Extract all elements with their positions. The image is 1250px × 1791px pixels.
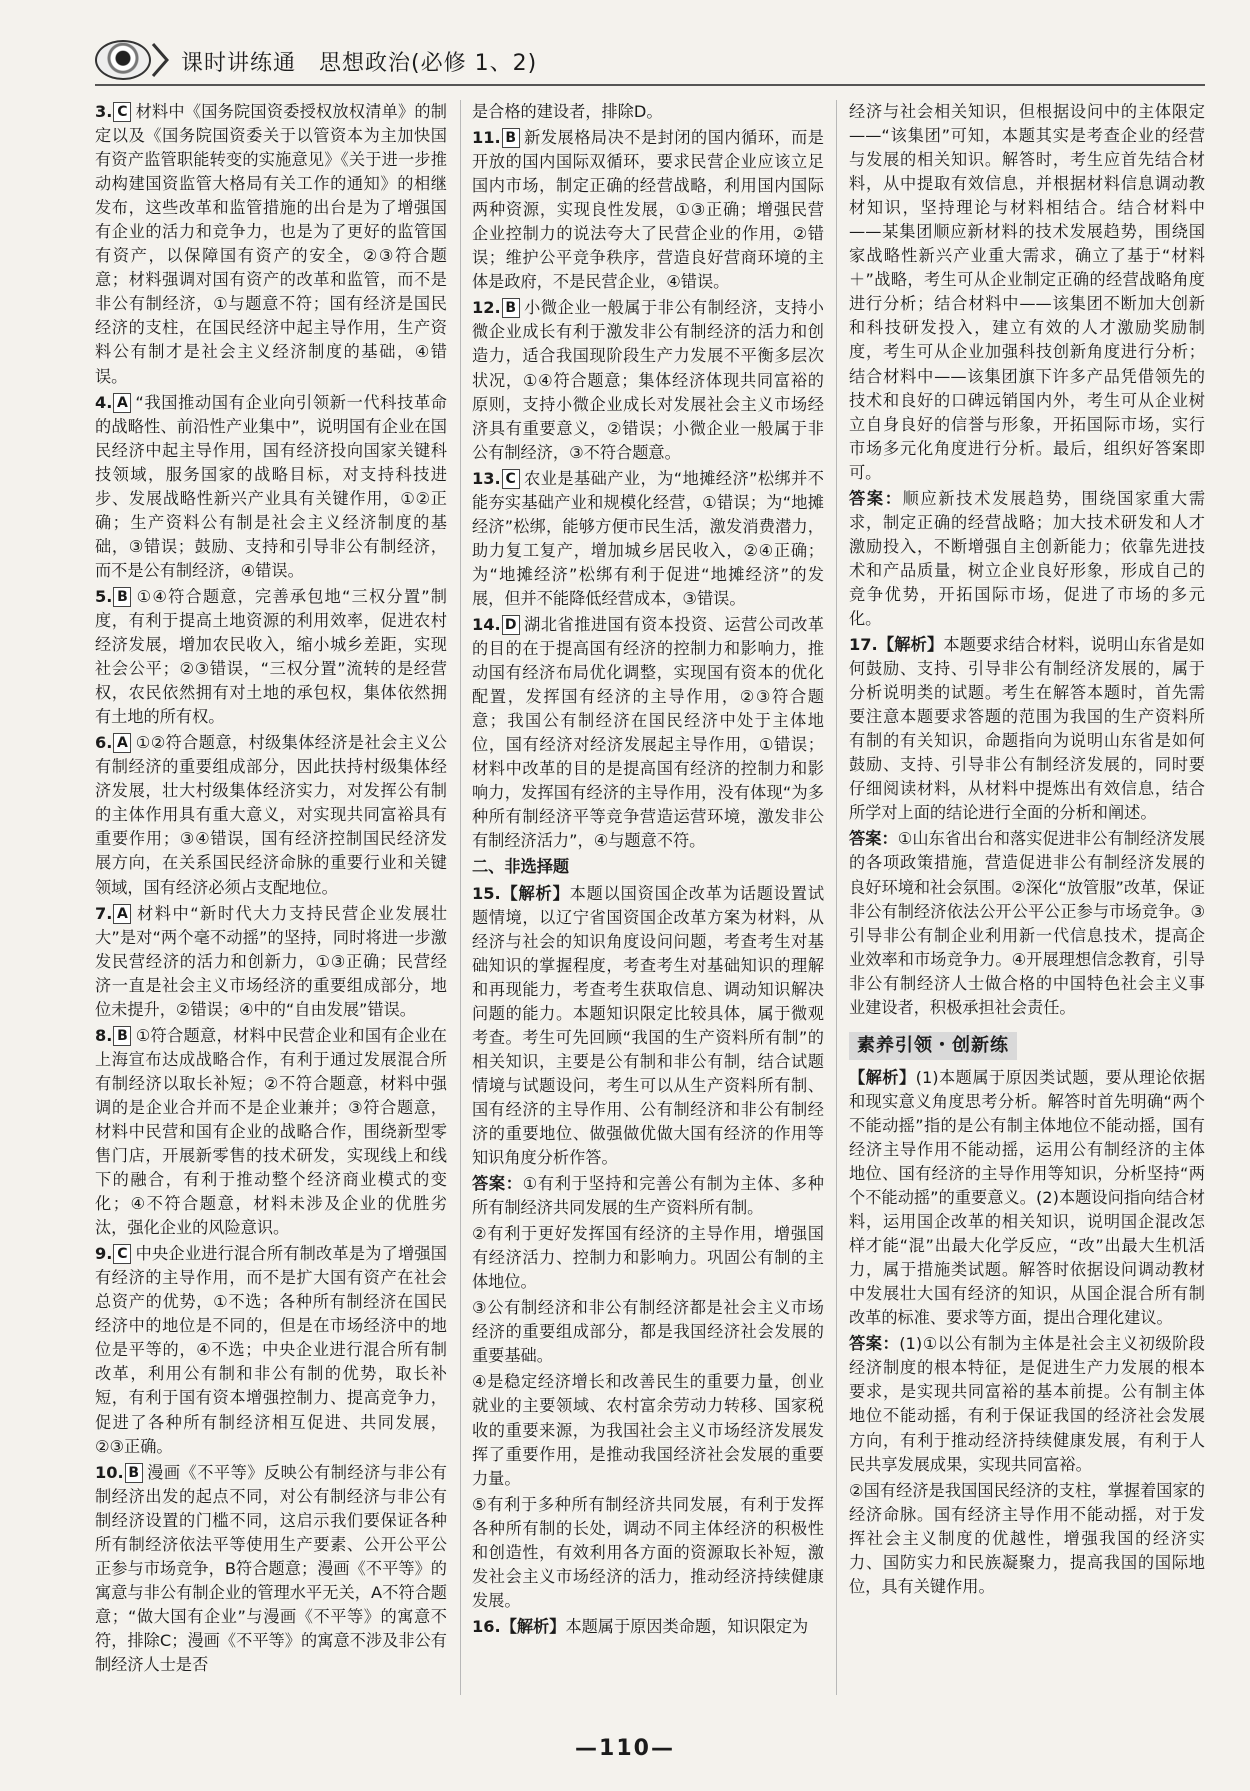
answer-choice-box: B: [502, 298, 520, 318]
explanation-text: ①山东省出台和落实促进非公有制经济发展的各项政策措施，营造促进非公有制经济发展的良好环境和社会氛围。②深化“放管服”改革，保证非公有制经济依法公开公平公正参与市场竞争。③引导非公有制企业利用新一代信息技术，提高企业效率和市场竞争力。④开展理想信念教育，引导非公有制经济人士做合格的中国特色社会主义事业建设者，积极承担社会责任。: [849, 829, 1205, 1017]
question-item: [472, 882, 824, 1171]
answer-choice-box: B: [125, 1463, 143, 1483]
page-number: —110—: [575, 1736, 675, 1761]
explanation-text: 材料中《国务院国资委授权放权清单》的制定以及《国务院国资委关于以管资本为主加快国有资产监管职能转变的实施意见》《关于进一步推动构建国资监管大格局有关工作的通知》的相继发布，这些改革和监管措施的出台是为了增强国有企业的活力和竞争力，也是为了更好的监管国有资产，以保障国有资产的安全，②③符合题意；材料强调对国有资产的改革和监管，而不是非公有制经济，①与题意不符；国有经济是国民经济的支柱，在国民经济中起主导作用，生产资料公有制才是社会主义经济制度的基础，④错误。: [95, 102, 447, 386]
explanation-text: ②有利于更好发挥国有经济的主导作用，增强国有经济活力、控制力和影响力。巩固公有制的主体地位。: [472, 1224, 824, 1292]
explanation-text: “我国推动国有企业向引领新一代科技革命的战略性、前沿性产业集中”，说明国有企业在国民经济中起主导作用，国有经济投向国家关键科技领域，服务国家的战略目标，对支持科技进步、发展战略性新兴产业具有关键作用，①②正确；生产资料公有制是社会主义经济制度的基础，③错误；鼓励、支持和引导非公有制经济，而不是公有制经济，④错误。: [95, 392, 447, 580]
explanation-text: (1)本题属于原因类试题，要从理论依据和现实意义角度思考分析。解答时首先明确“两个不能动摇”指的是公有制主体地位不能动摇，国有经济主导作用不能动摇，运用公有制经济的主体地位、国有经济的主导作用等知识，分析坚持“两个不能动摇”的重要意义。(2)本题设问指向结合材料，运用国企改革的相关知识，说明国企混改怎样才能“混”出最大化学反应，“改”出最大生机活力，属于措施类试题。解答时依据设问调动教材中发展壮大国有经济的知识，从国企混合所有制改革的标准、要求等方面，提出合理化建议。: [849, 1067, 1205, 1328]
column-left: [95, 100, 447, 1700]
question-item: [472, 1615, 824, 1639]
label-tag: 【解析】: [500, 1616, 566, 1636]
column-divider: [836, 100, 837, 1695]
question-item: [849, 487, 1205, 631]
question-item: [849, 1332, 1205, 1476]
chevron-right-icon: [149, 42, 171, 78]
answer-choice-box: A: [113, 904, 131, 924]
header-rule: [95, 84, 1205, 86]
question-item: [472, 1370, 824, 1490]
question-number: 3.: [95, 102, 113, 121]
explanation-text: 本题属于原因类命题，知识限定为: [565, 1616, 809, 1636]
explanation-text: (1)①以公有制为主体是社会主义初级阶段经济制度的根本特征，是促进生产力发展的根本要求，是实现共同富裕的基本前提。公有制主体地位不能动摇，有利于保证我国的经济社会发展方向，有利于推动经济持续健康发展，有利于人民共享发展成果，实现共同富裕。: [849, 1334, 1205, 1474]
label-tag: 答案：: [849, 829, 898, 849]
question-item: [849, 827, 1205, 1019]
answer-choice-box: B: [502, 128, 520, 148]
explanation-text: ④是稳定经济增长和改善民生的重要力量，创业就业的主要领域、农村富余劳动力转移、国家税收的重要来源，为我国社会主义市场经济发展发挥了重要作用，是推动我国经济社会发展的重要力量。: [472, 1372, 824, 1488]
label-tag: 答案：: [849, 488, 903, 508]
question-number: 9.: [95, 1244, 113, 1264]
section-heading: 二、非选择题: [472, 857, 570, 877]
series-title: 课时讲练通 思想政治(必修 1、2): [181, 51, 538, 76]
question-item: [95, 1024, 447, 1240]
question-number: 14.: [472, 614, 501, 634]
explanation-text: 经济与社会相关知识，但根据设问中的主体限定——“该集团”可知，本题其实是考查企业的经营与发展的相关知识。解答时，考生应首先结合材料，从中提取有效信息，并根据材料信息调动教材知识，坚持理论与材料相结合。结合材料中——某集团顺应新材料的技术发展趋势，围绕国家战略性新兴产业重大需求，确立了基于“材料＋”战略，考生可从企业制定正确的经营战略角度进行分析；结合材料中——该集团不断加大创新和科技研发投入，建立有效的人才激励奖励制度，考生可从企业加强科技创新角度进行分析；结合材料中——该集团旗下许多产品凭借领先的技术和良好的口碑远销国内外，考生可从企业树立自身良好的信誉与形象，开拓国际市场，实行市场多元化角度进行分析。最后，组织好答案即可。: [849, 102, 1205, 482]
column-middle: [472, 100, 824, 1700]
explanation-text: 湖北省推进国有资本投资、运营公司改革的目的在于提高国有经济的控制力和影响力，推动国有经济布局优化调整，实现国有资本的优化配置，发挥国有经济的主导作用，②③符合题意；我国公有制经济在国民经济中处于主体地位，国有经济对经济发展起主导作用，①错误；材料中改革的目的是提高国有经济的控制力和影响力，发挥国有经济的主导作用，没有体现“为多种所有制经济平等竞争营造运营环境，激发非公有制经济活力”，④与题意不符。: [472, 614, 824, 851]
subsection-heading: 素养引领・创新练: [849, 1032, 1017, 1060]
question-item: [95, 902, 447, 1022]
question-number: 16.: [472, 1616, 501, 1636]
question-item: [95, 585, 447, 729]
question-number: 4.: [95, 392, 113, 412]
question-number: 5.: [95, 586, 113, 606]
explanation-text: 材料中“新时代大力支持民营企业发展壮大”是对“两个毫不动摇”的坚持，同时将进一步激发民营经济的活力和创新力，①③正确；民营经济一直是社会主义市场经济的重要组成部分，地位未提升，②错误；④中的“自由发展”错误。: [95, 903, 447, 1019]
explanation-text: ②国有经济是我国国民经济的支柱，掌握着国家的经济命脉。国有经济主导作用不能动摇，对于发挥社会主义制度的优越性，增强我国的经济实力、国防实力和民族凝聚力，提高我国的国际地位，具有关键作用。: [849, 1480, 1205, 1596]
answer-choice-box: B: [113, 587, 131, 607]
question-item: [472, 296, 824, 464]
answer-choice-box: C: [502, 469, 520, 489]
explanation-text: 小微企业一般属于非公有制经济，支持小微企业成长有利于激发非公有制经济的活力和创造力，适合我国现阶段生产力发展不平衡多层次状况，①④符合题意；集体经济体现共同富裕的原则，支持小微企业成长对发展社会主义市场经济具有重要意义，②错误；小微企业一般属于非公有制经济，③不符合题意。: [472, 298, 824, 462]
column-right: [849, 100, 1205, 1700]
explanation-text: 中央企业进行混合所有制改革是为了增强国有经济的主导作用，而不是扩大国有资产在社会总资产的优势，①不选；各种所有制经济在国民经济中的地位是不同的，但是在市场经济中的地位是平等的，④不选；中央企业进行混合所有制改革，利用公有制和非公有制的优势，取长补短，有利于国有资本增强控制力、提高竞争力，促进了各种所有制经济相互促进、共同发展，②③正确。: [95, 1244, 447, 1456]
explanation-text: ①有利于坚持和完善公有制为主体、多种所有制经济共同发展的生产资料所有制。: [472, 1174, 824, 1218]
page-header: [95, 38, 1205, 86]
answer-choice-box: A: [113, 393, 131, 413]
label-tag: 【解析】: [500, 883, 570, 903]
question-item: [95, 391, 447, 583]
question-number: 17.: [849, 635, 878, 655]
question-number: 15.: [472, 883, 501, 903]
question-number: 11.: [472, 128, 501, 148]
answer-choice-box: D: [502, 615, 520, 635]
question-number: 8.: [95, 1025, 113, 1045]
question-number: 13.: [472, 468, 501, 488]
label-tag: 【解析】: [849, 1067, 916, 1087]
question-item: [95, 1242, 447, 1458]
question-item: [472, 613, 824, 853]
question-item: [95, 100, 447, 389]
question-item: [95, 1461, 447, 1677]
question-number: 10.: [95, 1462, 124, 1482]
column-divider: [460, 100, 461, 1695]
label-tag: 答案：: [849, 1334, 900, 1354]
explanation-text: 顺应新技术发展趋势，围绕国家重大需求，制定正确的经营战略；加大技术研发和人才激励投入，不断增强自主创新能力；依靠先进技术和产品质量，树立企业良好形象，形成自己的竞争优势，开拓国际市场，促进了市场的多元化。: [849, 488, 1205, 628]
publisher-logo-icon: [95, 40, 151, 80]
explanation-text: 新发展格局决不是封闭的国内循环，而是开放的国内国际双循环，要求民营企业应该立足国内市场，制定正确的经营战略，利用国内国际两种资源，实现良性发展，①③正确；增强民营企业控制力的说法夸大了民营企业的作用，②错误；维护公平竞争秩序，营造良好营商环境的主体是政府，不是民营企业，④错误。: [472, 128, 824, 292]
question-item: [849, 1479, 1205, 1599]
question-number: 12.: [472, 298, 501, 318]
explanation-text: ⑤有利于多种所有制经济共同发展，有利于发挥各种所有制的长处，调动不同主体经济的积极性和创造性，有效利用各方面的资源取长补短，激发社会主义市场经济的活力，推动经济持续健康发展。: [472, 1494, 824, 1610]
question-item: [849, 100, 1205, 485]
question-item: [849, 633, 1205, 825]
question-item: [472, 467, 824, 611]
question-item: [472, 1493, 824, 1613]
explanation-text: ①符合题意，材料中民营企业和国有企业在上海宣布达成战略合作，有利于通过发展混合所有制经济以取长补短；②不符合题意，材料中强调的是企业合并而不是企业兼并；③符合题意，材料中民营和国有企业的战略合作，围绕新型零售门店，开展新零售的技术研发，实现线上和线下的融合，有利于推动整个经济商业模式的变化；④不符合题意，材料未涉及企业的优胜劣汰，强化企业的风险意识。: [95, 1025, 447, 1238]
question-item: [472, 1296, 824, 1368]
explanation-text: ③公有制经济和非公有制经济都是社会主义市场经济的重要组成部分，都是我国经济社会发展的重要基础。: [472, 1298, 824, 1366]
question-item: [849, 1066, 1205, 1331]
label-tag: 答案：: [472, 1174, 523, 1194]
label-tag: 【解析】: [877, 635, 944, 655]
explanation-text: ①②符合题意，村级集体经济是社会主义公有制经济的重要组成部分，因此扶持村级集体经济发展，壮大村级集体经济实力，对发挥公有制的主体作用具有重大意义，对实现共同富裕具有重要作用；③④错误，国有经济控制国民经济发展方向，在关系国民经济命脉的重要行业和关键领域，国有经济必须占支配地位。: [95, 733, 447, 897]
question-item: [472, 1222, 824, 1294]
explanation-text: 本题以国资国企改革为话题设置试题情境，以辽宁省国资国企改革方案为材料，从经济与社会的知识角度设问问题，考查考生对基础知识的掌握程度，考查考生对基础知识的理解和再现能力，考查考生获取信息、调动知识解决问题的能力。本题知识限定比较具体，属于微观考查。考生可先回顾“我国的生产资料所有制”的相关知识，主要是公有制和非公有制，结合试题情境与试题设问，考生可以从生产资料所有制、国有经济的主导作用、公有制经济和非公有制经济的重要地位、做强做优做大国有经济的作用等知识角度分析作答。: [472, 883, 824, 1168]
answer-choice-box: C: [113, 1244, 131, 1264]
question-item: [95, 731, 447, 899]
answer-choice-box: B: [113, 1026, 131, 1046]
question-number: 7.: [95, 903, 113, 923]
question-item: [472, 1172, 824, 1220]
explanation-text: 是合格的建设者，排除D。: [472, 102, 663, 121]
explanation-text: ①④符合题意，完善承包地“三权分置”制度，有利于提高土地资源的利用效率，促进农村经济发展，增加农民收入，缩小城乡差距，实现社会公平；②③错误，“三权分置”流转的是经营权，农民依然拥有对土地的承包权，集体依然拥有土地的所有权。: [95, 586, 447, 727]
answer-choice-box: C: [113, 102, 131, 122]
explanation-text: 农业是基础产业，为“地摊经济”松绑并不能夯实基础产业和规模化经营，①错误；为“地摊经济”松绑，能够方便市民生活，激发消费潜力，助力复工复产，增加城乡居民收入，②④正确；为“地摊经济”松绑有利于促进“地摊经济”的发展，但并不能降低经营成本，③错误。: [472, 468, 824, 608]
question-item: [472, 100, 824, 124]
question-item: [472, 126, 824, 294]
explanation-text: 漫画《不平等》反映公有制经济与非公有制经济出发的起点不同，对公有制经济与非公有制经济设置的门槛不同，这启示我们要保证各种所有制经济依法平等使用生产要素、公开公平公正参与市场竞争，B符合题意；漫画《不平等》的寓意与非公有制企业的管理水平无关，A不符合题意；“做大国有企业”与漫画《不平等》的寓意不符，排除C；漫画《不平等》的寓意不涉及非公有制经济人士是否: [95, 1462, 447, 1674]
answer-choice-box: A: [113, 733, 131, 753]
question-number: 6.: [95, 733, 113, 753]
explanation-text: 本题要求结合材料，说明山东省是如何鼓励、支持、引导非公有制经济发展的，属于分析说明类的试题。考生在解答本题时，首先需要注意本题要求答题的范围为我国的生产资料所有制的有关知识，命题指向为说明山东省是如何鼓励、支持、引导非公有制经济发展的，同时要仔细阅读材料，从材料中提炼出有效信息，结合所学对上面的结论进行全面的分析和阐述。: [849, 635, 1205, 823]
